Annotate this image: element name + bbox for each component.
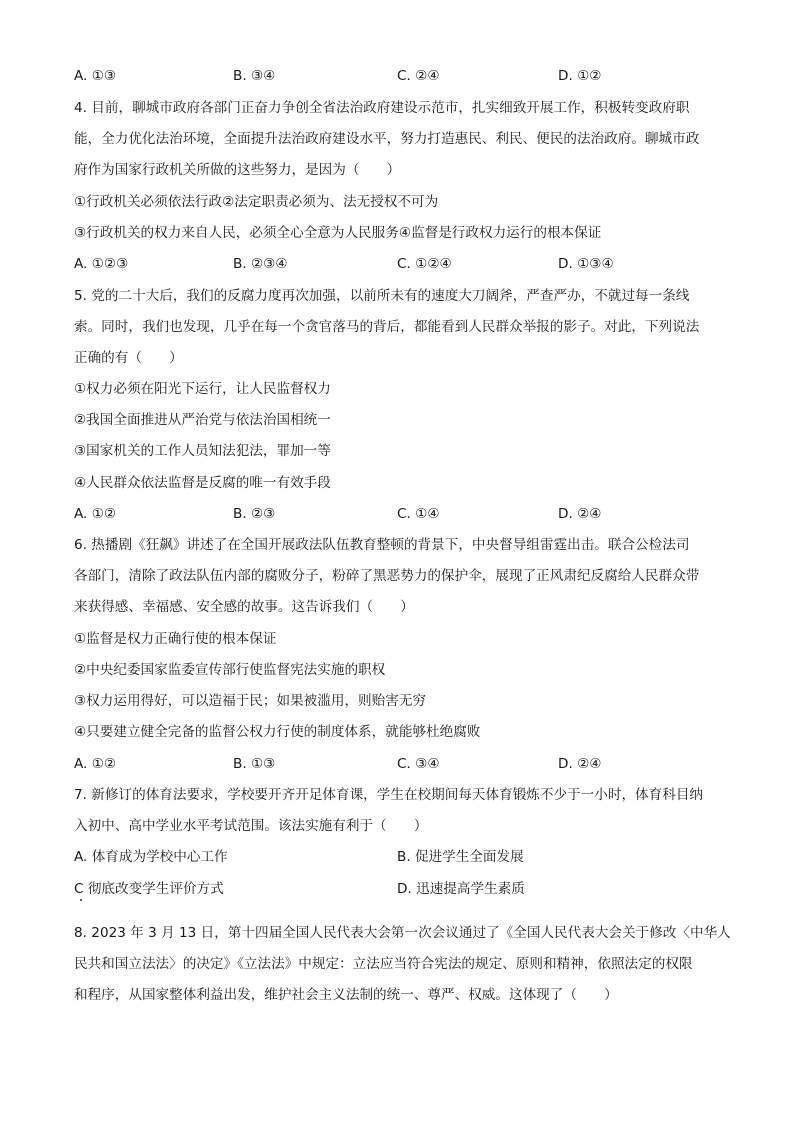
- q3-option-c: C. ②④: [397, 68, 440, 84]
- q5-option-c: C. ①④: [397, 506, 440, 522]
- q8-stem-line: 8. 2023 年 3 月 13 日，第十四届全国人民代表大会第一次会议通过了《全国人民代表大会关于修改〈中华人: [74, 925, 731, 941]
- q5-stem-line: 索。同时，我们也发现，几乎在每一个贪官落马的背后，都能看到人民群众举报的影子。对此，下列说法: [74, 319, 700, 335]
- q7-stem-line: 入初中、高中学业水平考试范围。该法实施有利于（ ）: [74, 818, 428, 834]
- stray-dot: [80, 899, 82, 901]
- q3-option-a: A. ①③: [74, 68, 117, 84]
- q5-option-a: A. ①②: [74, 506, 117, 522]
- q7-option-b: B. 促进学生全面发展: [397, 849, 524, 865]
- q5-option-d: D. ②④: [558, 506, 602, 522]
- q6-option-a: A. ①②: [74, 756, 117, 772]
- q6-stem-line: 6. 热播剧《狂飙》讲述了在全国开展政法队伍教育整顿的背景下，中央督导组雷霆出击。联合公检法司: [74, 537, 690, 553]
- q4-option-d: D. ①③④: [558, 256, 614, 272]
- q6-option-c: C. ③④: [397, 756, 440, 772]
- q3-option-d: D. ①②: [558, 68, 602, 84]
- q5-statement: ②我国全面推进从严治党与依法治国相统一: [74, 412, 331, 428]
- q4-statement: ③行政机关的权力来自人民，必须全心全意为人民服务④监督是行政权力运行的根本保证: [74, 225, 602, 241]
- q6-statement: ③权力运用得好，可以造福于民；如果被滥用，则贻害无穷: [74, 693, 427, 709]
- q6-option-b: B. ①③: [233, 756, 276, 772]
- q4-option-c: C. ①②④: [397, 256, 452, 272]
- q8-stem-line: 民共和国立法法〉的决定》《立法法》中规定：立法应当符合宪法的规定、原则和精神，依照法定的权限: [74, 956, 693, 972]
- q5-statement: ①权力必须在阳光下运行，让人民监督权力: [74, 381, 331, 397]
- q5-statement: ③国家机关的工作人员知法犯法，罪加一等: [74, 443, 331, 459]
- q5-stem-line: 正确的有（ ）: [74, 350, 183, 366]
- q4-option-b: B. ②③④: [233, 256, 288, 272]
- q8-stem-line: 和程序，从国家整体利益出发，维护社会主义法制的统一、尊严、权威。这体现了（ ）: [74, 987, 618, 1003]
- q4-stem-line: 4. 目前，聊城市政府各部门正奋力争创全省法治政府建设示范市，扎实细致开展工作，积极转变政府职: [74, 100, 690, 116]
- q4-statement: ①行政机关必须依法行政②法定职责必须为、法无授权不可为: [74, 194, 439, 210]
- q6-stem-line: 来获得感、幸福感、安全感的故事。这告诉我们（ ）: [74, 599, 414, 615]
- q7-option-a: A. 体育成为学校中心工作: [74, 849, 228, 865]
- q3-option-b: B. ③④: [233, 68, 276, 84]
- q5-statement: ④人民群众依法监督是反腐的唯一有效手段: [74, 475, 331, 491]
- q5-stem-line: 5. 党的二十大后，我们的反腐力度再次加强，以前所未有的速度大刀阔斧，严查严办，不就过每一条线: [74, 288, 690, 304]
- q6-stem-line: 各部门，清除了政法队伍内部的腐败分子，粉碎了黑恶势力的保护伞，展现了正风肃纪反腐给人民群众带: [74, 568, 700, 584]
- q7-option-d: D. 迅速提高学生素质: [397, 881, 525, 897]
- q4-stem-line: 能，全力优化法治环境，全面提升法治政府建设水平，努力打造惠民、利民、便民的法治政府。聊城市政: [74, 131, 700, 147]
- q6-statement: ①监督是权力正确行使的根本保证: [74, 631, 277, 647]
- q7-stem-line: 7. 新修订的体育法要求，学校要开齐开足体育课，学生在校期间每天体育锻炼不少于一小时，体育科目纳: [74, 787, 704, 803]
- q6-statement: ④只要建立健全完备的监督公权力行使的制度体系，就能够杜绝腐败: [74, 724, 481, 740]
- q4-stem-line: 府作为国家行政机关所做的这些努力，是因为（ ）: [74, 162, 401, 178]
- q7-option-c: C 彻底改变学生评价方式: [74, 881, 224, 897]
- q4-option-a: A. ①②③: [74, 256, 129, 272]
- q6-option-d: D. ②④: [558, 756, 602, 772]
- q5-option-b: B. ②③: [233, 506, 276, 522]
- q6-statement: ②中央纪委国家监委宣传部行使监督宪法实施的职权: [74, 662, 386, 678]
